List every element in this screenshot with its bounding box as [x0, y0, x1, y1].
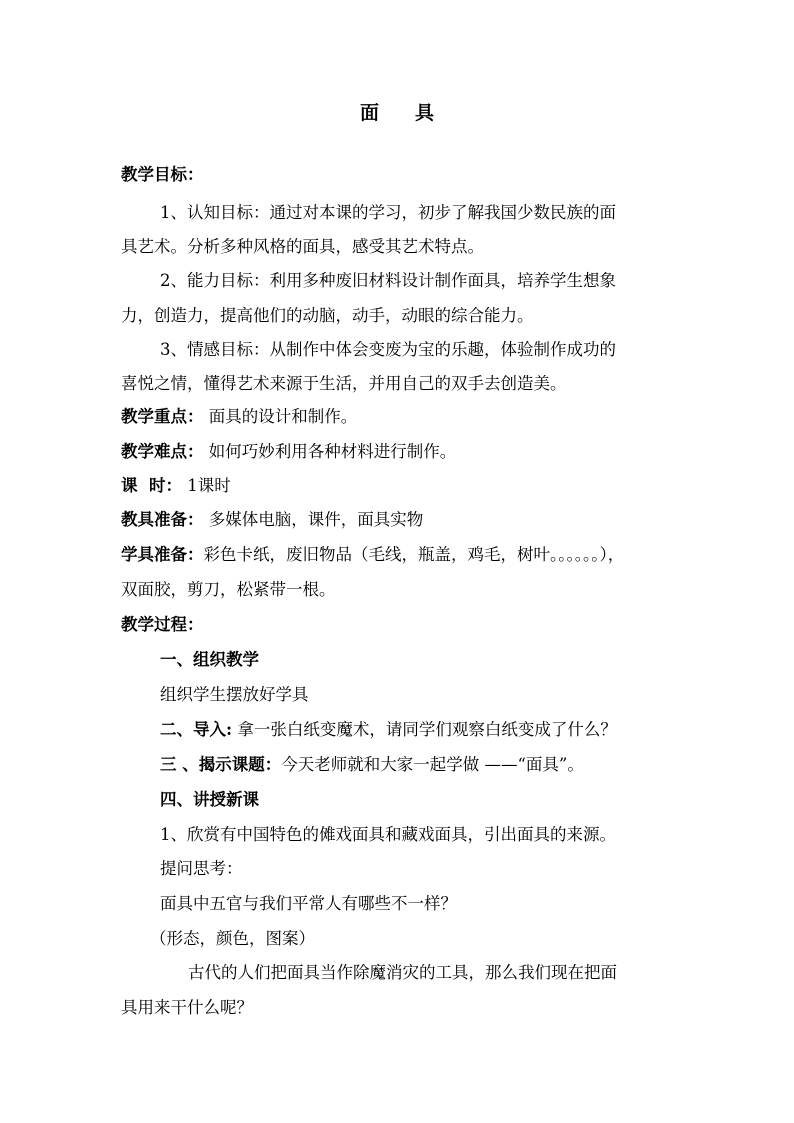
step-2-row — [160, 718, 617, 742]
objectives-heading: 教学目标： — [121, 165, 204, 184]
step-4-answer: （形态，颜色，图案） — [150, 929, 315, 948]
period-row — [121, 474, 231, 498]
step-4-question: 面具中五官与我们平常人有哪些不一样？ — [160, 894, 457, 913]
key-point-value: 面具的设计和制作。 — [208, 407, 358, 426]
key-point-row — [121, 405, 357, 429]
title-left-char: 面 — [359, 102, 379, 124]
difficulty-row — [121, 440, 456, 464]
student-tools-row — [121, 543, 624, 567]
page-title — [0, 98, 794, 125]
teacher-tools-value: 多媒体电脑，课件，面具实物 — [208, 510, 424, 529]
objective-1-line-2: 具艺术。分析多种风格的面具，感受其艺术特点。 — [121, 237, 484, 256]
difficulty-label: 教学难点： — [121, 442, 204, 461]
teacher-tools-label: 教具准备： — [121, 510, 204, 529]
step-4-heading: 四、讲授新课 — [160, 790, 259, 809]
difficulty-value: 如何巧妙利用各种材料进行制作。 — [208, 442, 457, 461]
key-point-label: 教学重点： — [121, 407, 204, 426]
step-2-label: 二、导入: — [160, 720, 233, 739]
objective-3-line-2: 喜悦之情，懂得艺术来源于生活，并用自己的双手去创造美。 — [121, 374, 567, 393]
title-right-char: 具 — [415, 102, 435, 124]
step-2-text: 拿一张白纸变魔术，请同学们观察白纸变成了什么？ — [232, 720, 617, 739]
objective-1-line-1: 1、认知目标：通过对本课的学习，初步了解我国少数民族的面 — [160, 203, 616, 222]
period-value: 1课时 — [187, 476, 231, 495]
step-3-label: 三 、揭示课题： — [160, 755, 282, 774]
period-label: 课 时： — [121, 476, 182, 495]
step-4-prompt: 提问思考： — [160, 859, 243, 878]
objective-2-line-1: 2、能力目标：利用多种废旧材料设计制作面具，培养学生想象 — [160, 271, 616, 290]
step-1-heading: 一、组织教学 — [160, 650, 259, 669]
student-tools-value-line-1: 彩色卡纸，废旧物品（毛线，瓶盖，鸡毛，树叶。。。。。。）， — [203, 545, 625, 564]
objective-2-line-2: 力，创造力，提高他们的动脑，动手，动眼的综合能力。 — [121, 306, 534, 325]
step-3-row — [160, 753, 584, 777]
student-tools-label: 学具准备： — [121, 545, 204, 564]
process-heading: 教学过程： — [121, 615, 204, 634]
student-tools-value-line-2: 双面胶，剪刀，松紧带一根。 — [121, 580, 336, 599]
step-1-text: 组织学生摆放好学具 — [160, 685, 309, 704]
step-4-item-1: 1、欣赏有中国特色的傩戏面具和藏戏面具，引出面具的来源。 — [160, 825, 616, 844]
step-3-text: 今天老师就和大家一起学做 ——“面具”。 — [281, 755, 584, 774]
step-4-paragraph-line-2: 具用来干什么呢？ — [121, 998, 253, 1017]
objective-3-line-1: 3、情感目标：从制作中体会变废为宝的乐趣，体验制作成功的 — [160, 340, 616, 359]
teacher-tools-row — [121, 508, 423, 532]
step-4-paragraph-line-1: 古代的人们把面具当作除魔消灾的工具，那么我们现在把面 — [188, 963, 617, 982]
